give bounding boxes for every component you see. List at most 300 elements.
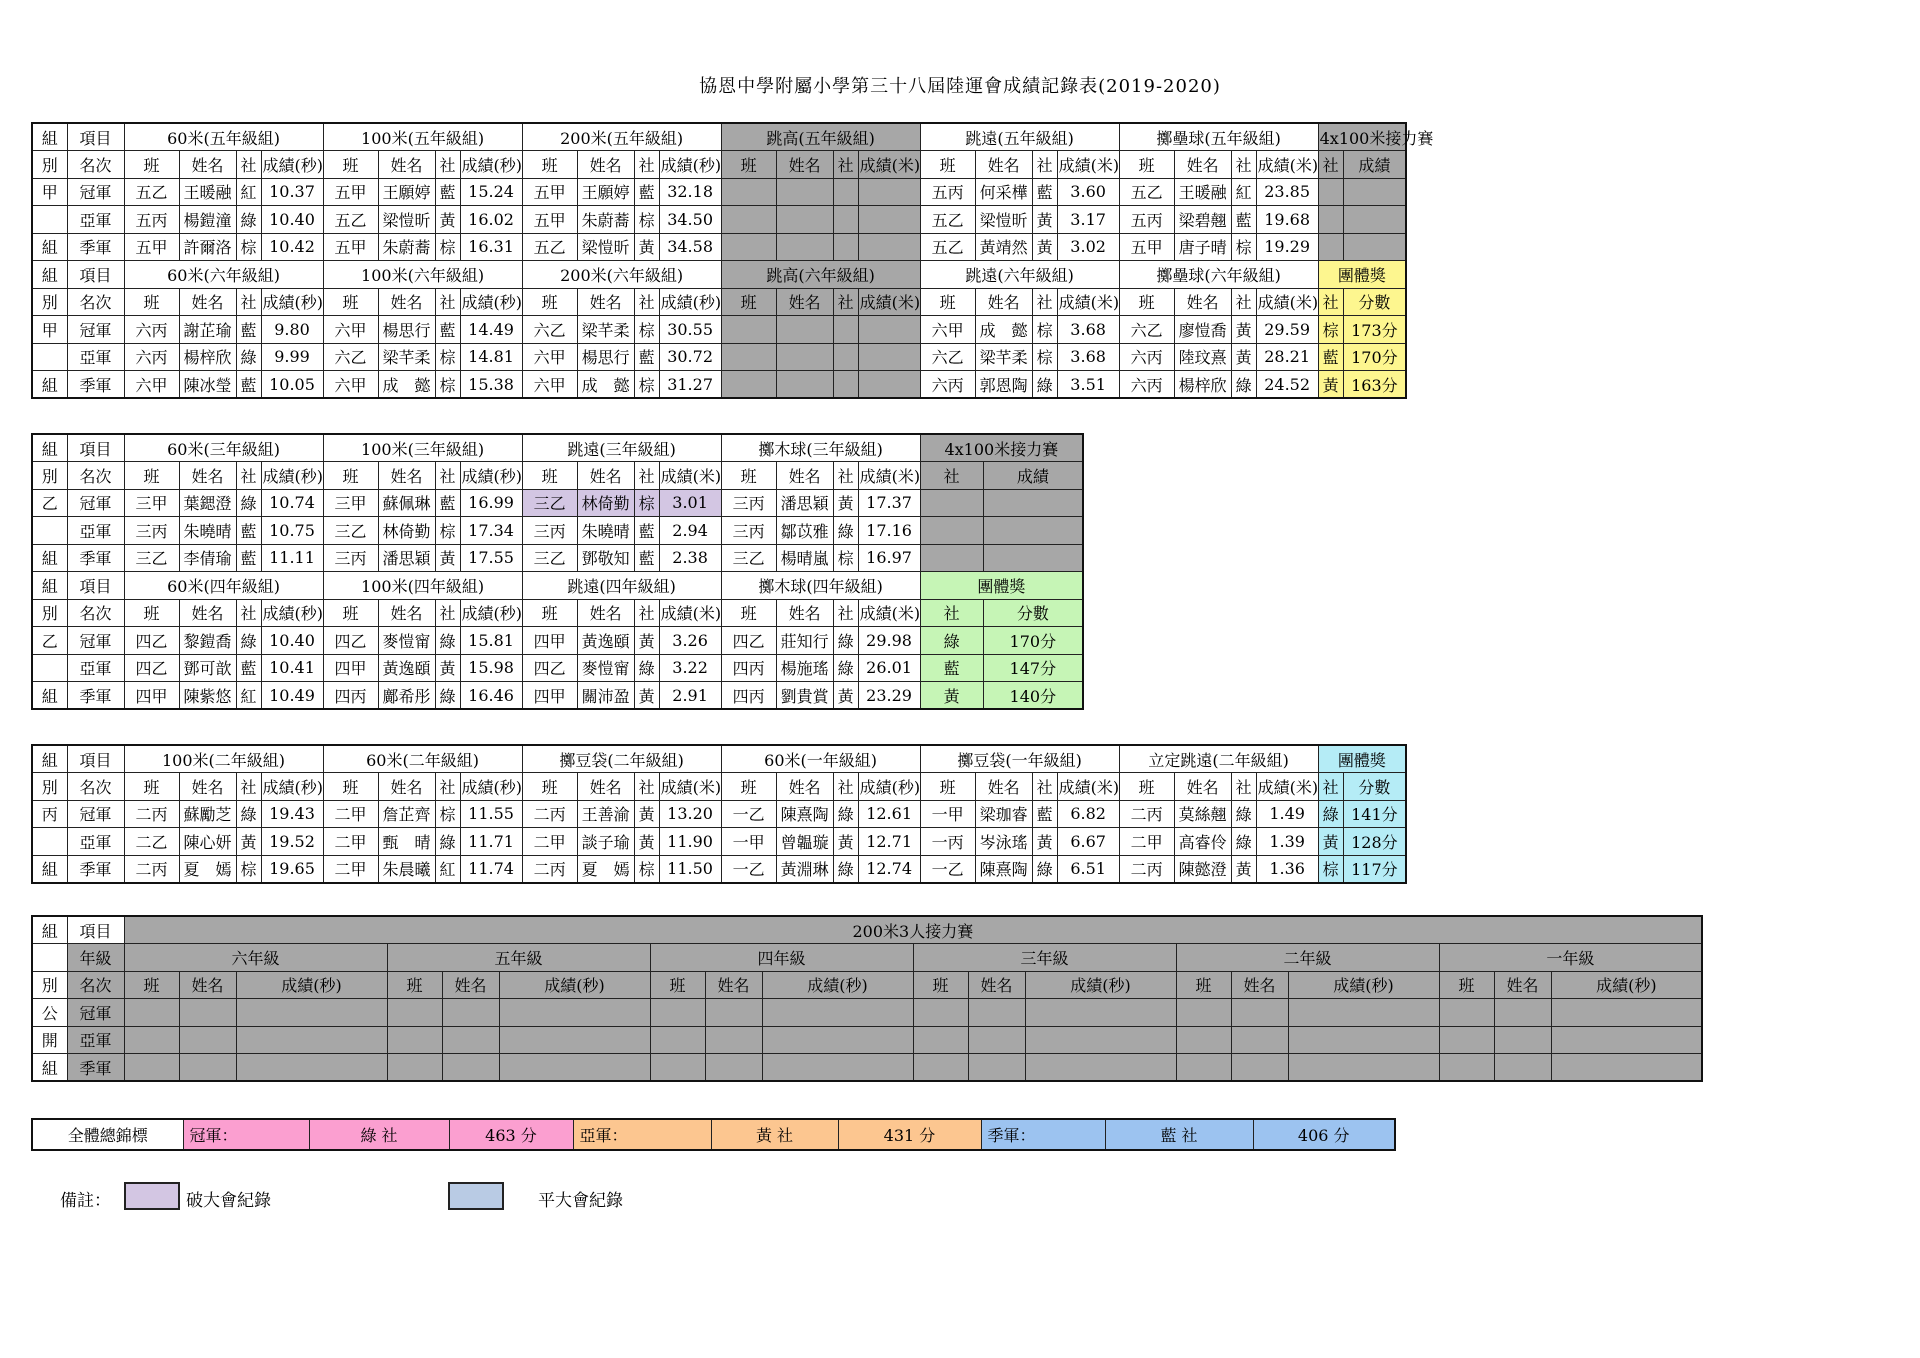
score: 10.74	[261, 489, 323, 517]
athlete-name: 林倚勤	[378, 517, 435, 545]
relay-cell	[124, 999, 179, 1027]
score: 10.05	[261, 371, 323, 399]
class: 五乙	[920, 233, 975, 261]
house: 綠	[236, 627, 261, 655]
house: 棕	[634, 489, 659, 517]
athlete-name: 楊思行	[378, 316, 435, 344]
house	[920, 517, 983, 545]
event-header: 100米(三年級組)	[323, 434, 522, 462]
house	[833, 233, 858, 261]
class: 四丙	[721, 654, 776, 682]
group-label: 組	[32, 745, 67, 773]
house: 黃	[833, 489, 858, 517]
grade-header: 六年級	[124, 944, 387, 972]
name-header: 姓名	[378, 288, 435, 316]
house-header: 社	[634, 151, 659, 179]
score: 23.29	[858, 682, 920, 710]
class: 二甲	[323, 828, 378, 856]
class-header: 班	[913, 971, 968, 999]
athlete-name	[776, 178, 833, 206]
score: 6.67	[1057, 828, 1119, 856]
house: 黃	[1032, 233, 1057, 261]
house: 藍	[634, 544, 659, 572]
score: 9.80	[261, 316, 323, 344]
class: 四甲	[323, 654, 378, 682]
group-label: 別	[32, 462, 67, 490]
event-header: 200米(六年級組)	[522, 261, 721, 289]
score-header: 成績(秒)	[261, 599, 323, 627]
group-name: 甲	[32, 178, 67, 206]
class: 三乙	[522, 489, 577, 517]
group-label: 組	[32, 371, 67, 399]
third-points: 406 分	[1253, 1119, 1395, 1150]
class-header: 班	[721, 288, 776, 316]
score: 31.27	[659, 371, 721, 399]
athlete-name: 楊梓欣	[179, 343, 236, 371]
house: 綠	[1231, 371, 1256, 399]
relay-cell	[179, 1026, 236, 1054]
athlete-name: 朱蔚蕎	[577, 206, 634, 234]
relay-cell	[236, 999, 387, 1027]
name-header: 姓名	[179, 151, 236, 179]
house	[920, 544, 983, 572]
event-header: 擲壘球(六年級組)	[1119, 261, 1318, 289]
relay-cell	[1494, 999, 1551, 1027]
class	[721, 343, 776, 371]
score: 14.81	[460, 343, 522, 371]
class: 五甲	[522, 178, 577, 206]
house: 紅	[1231, 178, 1256, 206]
athlete-name: 王暖融	[179, 178, 236, 206]
athlete-name: 王暖融	[1174, 178, 1231, 206]
athlete-name: 蘇佩琳	[378, 489, 435, 517]
score: 2.94	[659, 517, 721, 545]
score: 19.52	[261, 828, 323, 856]
score: 10.37	[261, 178, 323, 206]
house-header: 社	[236, 599, 261, 627]
class: 四乙	[522, 654, 577, 682]
score: 16.46	[460, 682, 522, 710]
house: 黃	[634, 682, 659, 710]
athlete-name: 詹芷齊	[378, 800, 435, 828]
score: 3.01	[659, 489, 721, 517]
athlete-name: 陳紫悠	[179, 682, 236, 710]
legend-label: 備註：	[60, 1191, 111, 1211]
house: 黃	[1032, 828, 1057, 856]
house: 黃	[833, 682, 858, 710]
score-header: 成績(米)	[858, 599, 920, 627]
name-header: 姓名	[776, 462, 833, 490]
class: 三丙	[721, 517, 776, 545]
class: 二丙	[124, 855, 179, 883]
house: 藍	[920, 654, 983, 682]
athlete-name: 潘思穎	[378, 544, 435, 572]
group-label: 組	[32, 572, 67, 600]
score-header: 成績(秒)	[261, 288, 323, 316]
group-spacer	[32, 944, 67, 972]
group-name: 丙	[32, 800, 67, 828]
score: 17.16	[858, 517, 920, 545]
class: 二甲	[1119, 828, 1174, 856]
group-label: 別	[32, 599, 67, 627]
legend-equal-record: 平大會紀錄	[538, 1191, 623, 1211]
event-header: 擲豆袋(一年級組)	[920, 745, 1119, 773]
class: 六丙	[1119, 343, 1174, 371]
group-name: 開	[32, 1026, 67, 1054]
class: 四乙	[124, 654, 179, 682]
house: 黃	[236, 828, 261, 856]
athlete-name: 王善渝	[577, 800, 634, 828]
class: 二甲	[323, 800, 378, 828]
champion-house: 綠 社	[309, 1119, 449, 1150]
class: 五丙	[124, 206, 179, 234]
score: 3.26	[659, 627, 721, 655]
name-header: 姓名	[1494, 971, 1551, 999]
relay-event-header: 200米3人接力賽	[124, 916, 1702, 944]
house-header: 社	[1032, 288, 1057, 316]
class: 五甲	[1119, 233, 1174, 261]
house: 綠	[1318, 800, 1343, 828]
grade-header: 四年級	[650, 944, 913, 972]
second-house: 黃 社	[711, 1119, 838, 1150]
relay-cell	[124, 1026, 179, 1054]
score	[858, 316, 920, 344]
house: 黃	[1318, 371, 1343, 399]
class: 四甲	[124, 682, 179, 710]
class: 四甲	[522, 627, 577, 655]
house: 藍	[236, 544, 261, 572]
athlete-name: 朱蔚蕎	[378, 233, 435, 261]
score: 19.43	[261, 800, 323, 828]
class-header: 班	[721, 599, 776, 627]
name-header: 姓名	[1174, 288, 1231, 316]
athlete-name: 楊施瑤	[776, 654, 833, 682]
name-header: 姓名	[378, 599, 435, 627]
house: 藍	[1318, 343, 1343, 371]
house: 棕	[634, 371, 659, 399]
class: 一乙	[721, 800, 776, 828]
score-header: 成績(秒)	[460, 288, 522, 316]
score: 2.91	[659, 682, 721, 710]
house	[833, 343, 858, 371]
relay-cell	[1551, 1054, 1702, 1082]
class: 四乙	[124, 627, 179, 655]
item-label: 項目	[67, 745, 124, 773]
class	[721, 206, 776, 234]
class: 五乙	[920, 206, 975, 234]
house: 綠	[435, 682, 460, 710]
score: 11.11	[261, 544, 323, 572]
name-header: 姓名	[577, 773, 634, 801]
rank: 亞軍	[67, 343, 124, 371]
relay-cell	[499, 999, 650, 1027]
class: 四丙	[721, 682, 776, 710]
class-header: 班	[323, 599, 378, 627]
group-label: 組	[32, 544, 67, 572]
relay-cell	[968, 999, 1025, 1027]
score: 2.38	[659, 544, 721, 572]
house	[1318, 233, 1343, 261]
class: 二丙	[522, 855, 577, 883]
class	[721, 316, 776, 344]
name-header: 姓名	[179, 599, 236, 627]
score-header: 成績(秒)	[460, 773, 522, 801]
relay-cell	[1439, 1026, 1494, 1054]
athlete-name: 楊鎧潼	[179, 206, 236, 234]
house: 黃	[634, 828, 659, 856]
score: 16.02	[460, 206, 522, 234]
house: 棕	[435, 371, 460, 399]
team-points: 173分	[1343, 316, 1406, 344]
house: 藍	[435, 489, 460, 517]
name-header: 姓名	[577, 462, 634, 490]
house-header: 社	[1318, 288, 1343, 316]
house: 黃	[634, 627, 659, 655]
score: 1.49	[1256, 800, 1318, 828]
athlete-name: 許爾洛	[179, 233, 236, 261]
score: 3.51	[1057, 371, 1119, 399]
relay-cell	[1231, 1026, 1288, 1054]
rank: 季軍	[67, 371, 124, 399]
class-header: 班	[1176, 971, 1231, 999]
score	[858, 178, 920, 206]
score: 24.52	[1256, 371, 1318, 399]
score: 13.20	[659, 800, 721, 828]
athlete-name: 李倩瑜	[179, 544, 236, 572]
house: 黃	[1318, 828, 1343, 856]
house-header: 社	[236, 288, 261, 316]
class: 六乙	[920, 343, 975, 371]
team-points: 170分	[1343, 343, 1406, 371]
name-header: 姓名	[975, 288, 1032, 316]
class-header: 班	[124, 462, 179, 490]
class: 三丙	[522, 517, 577, 545]
event-header: 60米(三年級組)	[124, 434, 323, 462]
athlete-name: 成 懿	[378, 371, 435, 399]
athlete-name: 梁愷昕	[975, 206, 1032, 234]
athlete-name: 陳懿澄	[1174, 855, 1231, 883]
house-header: 社	[634, 288, 659, 316]
house-header: 社	[236, 151, 261, 179]
score-header: 成績(米)	[858, 288, 920, 316]
item-label: 項目	[67, 434, 124, 462]
rank: 冠軍	[67, 800, 124, 828]
score	[858, 206, 920, 234]
rank: 冠軍	[67, 999, 124, 1027]
athlete-name: 陸玟熹	[1174, 343, 1231, 371]
athlete-name: 郭恩陶	[975, 371, 1032, 399]
overall-label: 全體總錦標	[32, 1119, 183, 1150]
house-header: 社	[833, 773, 858, 801]
house: 綠	[634, 654, 659, 682]
athlete-name: 楊晴嵐	[776, 544, 833, 572]
class: 三丙	[124, 517, 179, 545]
athlete-name: 鄧敬知	[577, 544, 634, 572]
class-header: 班	[522, 288, 577, 316]
score-header: 成績(秒)	[261, 773, 323, 801]
class: 六甲	[323, 371, 378, 399]
name-header: 姓名	[378, 462, 435, 490]
rank: 亞軍	[67, 1026, 124, 1054]
athlete-name: 麥愷甯	[378, 627, 435, 655]
grade-header: 五年級	[387, 944, 650, 972]
score	[858, 233, 920, 261]
item-label: 項目	[67, 261, 124, 289]
class-header: 班	[522, 462, 577, 490]
event-header: 4x100米接力賽	[1318, 123, 1406, 151]
score: 17.37	[858, 489, 920, 517]
class-header: 班	[323, 288, 378, 316]
house: 綠	[236, 206, 261, 234]
class: 一丙	[920, 828, 975, 856]
athlete-name	[776, 371, 833, 399]
event-header: 100米(六年級組)	[323, 261, 522, 289]
relay-cell	[913, 999, 968, 1027]
class: 五甲	[522, 206, 577, 234]
athlete-name	[776, 343, 833, 371]
relay-cell	[968, 1026, 1025, 1054]
house: 黃	[920, 682, 983, 710]
item-label: 項目	[67, 916, 124, 944]
house-header: 社	[1231, 151, 1256, 179]
event-header: 跳遠(四年級組)	[522, 572, 721, 600]
team-points: 147分	[983, 654, 1083, 682]
class: 五乙	[522, 233, 577, 261]
name-header: 姓名	[776, 288, 833, 316]
athlete-name: 廖愷喬	[1174, 316, 1231, 344]
name-header: 姓名	[378, 773, 435, 801]
team-points: 163分	[1343, 371, 1406, 399]
name-header: 姓名	[975, 151, 1032, 179]
score: 15.98	[460, 654, 522, 682]
score: 19.29	[1256, 233, 1318, 261]
score-header: 成績(米)	[659, 599, 721, 627]
event-header: 4x100米接力賽	[920, 434, 1083, 462]
score-header: 成績(米)	[858, 462, 920, 490]
house: 棕	[1032, 316, 1057, 344]
rank: 冠軍	[67, 627, 124, 655]
name-header: 姓名	[179, 773, 236, 801]
house-header: 社	[920, 462, 983, 490]
relay-cell	[1025, 1026, 1176, 1054]
group-label: 別	[32, 288, 67, 316]
score: 10.40	[261, 206, 323, 234]
athlete-name: 黃逸頤	[378, 654, 435, 682]
relay-result	[983, 544, 1083, 572]
rank-label: 名次	[67, 288, 124, 316]
overall-championship	[31, 1118, 1396, 1151]
score-header: 成績(秒)	[1288, 971, 1439, 999]
house: 棕	[833, 544, 858, 572]
house-header: 社	[833, 462, 858, 490]
relay-cell	[705, 999, 762, 1027]
house: 藍	[634, 343, 659, 371]
score: 11.71	[460, 828, 522, 856]
house: 藍	[1032, 178, 1057, 206]
class-header: 班	[124, 773, 179, 801]
relay-cell	[762, 1026, 913, 1054]
athlete-name: 梁珈睿	[975, 800, 1032, 828]
group-label: 別	[32, 773, 67, 801]
class: 四甲	[522, 682, 577, 710]
house: 綠	[1231, 800, 1256, 828]
rank: 冠軍	[67, 178, 124, 206]
athlete-name: 蘇勵芝	[179, 800, 236, 828]
class: 二乙	[124, 828, 179, 856]
athlete-name: 梁芊柔	[378, 343, 435, 371]
class: 三乙	[721, 544, 776, 572]
class: 六乙	[323, 343, 378, 371]
house: 黃	[1231, 343, 1256, 371]
score: 14.49	[460, 316, 522, 344]
house: 棕	[435, 517, 460, 545]
class-header: 班	[522, 773, 577, 801]
score: 3.02	[1057, 233, 1119, 261]
relay-cell	[1231, 1054, 1288, 1082]
class: 三丙	[721, 489, 776, 517]
athlete-name: 鄺希彤	[378, 682, 435, 710]
house: 藍	[236, 316, 261, 344]
score-header: 成績(秒)	[659, 151, 721, 179]
class: 五乙	[323, 206, 378, 234]
score-header: 成績(秒)	[659, 288, 721, 316]
class-header: 班	[1439, 971, 1494, 999]
name-header: 姓名	[442, 971, 499, 999]
class: 二丙	[1119, 800, 1174, 828]
athlete-name: 陳熹陶	[776, 800, 833, 828]
house: 棕	[236, 233, 261, 261]
name-header: 姓名	[179, 288, 236, 316]
name-header: 姓名	[1231, 971, 1288, 999]
house: 棕	[1318, 855, 1343, 883]
athlete-name: 梁碧翹	[1174, 206, 1231, 234]
athlete-name: 成 懿	[975, 316, 1032, 344]
class: 二甲	[522, 828, 577, 856]
second-points: 431 分	[838, 1119, 981, 1150]
group-name: 甲	[32, 316, 67, 344]
athlete-name: 高睿伶	[1174, 828, 1231, 856]
athlete-name: 王願婷	[378, 178, 435, 206]
group-name: 乙	[32, 627, 67, 655]
score: 16.31	[460, 233, 522, 261]
athlete-name: 關沛盈	[577, 682, 634, 710]
results-table-group-c	[31, 744, 1407, 884]
class-header: 班	[124, 151, 179, 179]
score: 23.85	[1256, 178, 1318, 206]
rank: 季軍	[67, 544, 124, 572]
relay-cell	[1288, 1054, 1439, 1082]
relay-cell	[1025, 999, 1176, 1027]
score: 1.36	[1256, 855, 1318, 883]
house: 黃	[1231, 855, 1256, 883]
class: 五甲	[323, 233, 378, 261]
champion-points: 463 分	[449, 1119, 573, 1150]
class: 六甲	[323, 316, 378, 344]
class-header: 班	[387, 971, 442, 999]
item-label: 項目	[67, 572, 124, 600]
relay-cell	[650, 1054, 705, 1082]
athlete-name: 陳心妍	[179, 828, 236, 856]
house: 棕	[236, 855, 261, 883]
name-header: 姓名	[577, 288, 634, 316]
event-header: 60米(二年級組)	[323, 745, 522, 773]
score: 10.49	[261, 682, 323, 710]
relay-cell	[913, 1054, 968, 1082]
athlete-name	[776, 233, 833, 261]
house: 紅	[435, 855, 460, 883]
athlete-name: 岑泳瑤	[975, 828, 1032, 856]
group-label: 組	[32, 1054, 67, 1082]
